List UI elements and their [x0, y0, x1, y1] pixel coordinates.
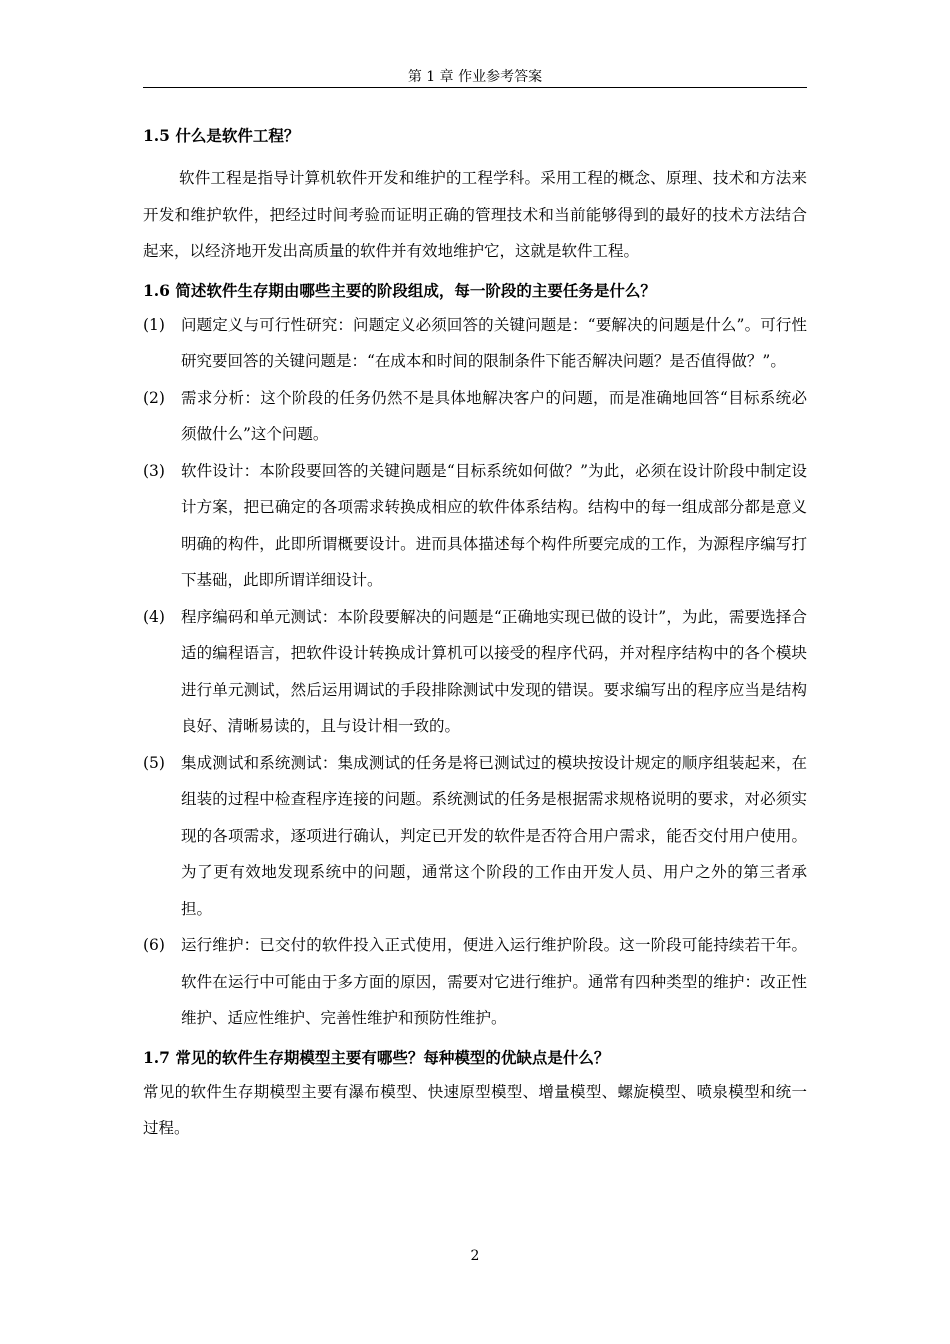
- list-item: [143, 745, 807, 928]
- section-1-7: [143, 1047, 807, 1147]
- page-header: 第 1 章 作业参考答案: [407, 69, 543, 85]
- list-item-text: 程序编码和单元测试：本阶段要解决的问题是“正确地实现已做的设计”，为此，需要选择合适的编程语言，把软件设计转换成计算机可以接受的程序代码，并对程序结构中的各个模块进行单元测试，然后运用调试的手段排除测试中发现的错误。要求编写出的程序应当是结构良好、清晰易读的，且与设计相一致的。: [181, 607, 807, 735]
- header-divider: [143, 87, 807, 88]
- list-item-text: 集成测试和系统测试：集成测试的任务是将已测试过的模块按设计规定的顺序组装起来，在组装的过程中检查程序连接的问题。系统测试的任务是根据需求规格说明的要求，对必须实现的各项需求，逐项进行确认，判定已开发的软件是否符合用户需求，能否交付用户使用。为了更有效地发现系统中的问题，通常这个阶段的工作由开发人员、用户之外的第三者承担。: [181, 753, 807, 918]
- section-1-5: [143, 125, 807, 270]
- list-item: [143, 927, 807, 1037]
- list-item-text: 需求分析：这个阶段的任务仍然不是具体地解决客户的问题，而是准确地回答“目标系统必须做什么”这个问题。: [181, 388, 807, 443]
- section-heading: 1.6 简述软件生存期由哪些主要的阶段组成，每一阶段的主要任务是什么？: [143, 280, 656, 300]
- list-item-number: (6): [143, 936, 165, 954]
- section-heading: 1.7 常见的软件生存期模型主要有哪些？每种模型的优缺点是什么？: [143, 1047, 610, 1067]
- section-paragraph: 常见的软件生存期模型主要有瀑布模型、快速原型模型、增量模型、螺旋模型、喷泉模型和统一过程。: [143, 1082, 807, 1137]
- list-item-number: (4): [143, 607, 165, 626]
- list-item-text: 问题定义与可行性研究：问题定义必须回答的关键问题是：“要解决的问题是什么”。可行性研究要回答的关键问题是：“在成本和时间的限制条件下能否解决问题？是否值得做？”。: [181, 315, 807, 370]
- list-item-number: (2): [143, 388, 165, 407]
- list-item: [143, 599, 807, 745]
- list-item-number: (1): [143, 315, 165, 334]
- list-item: [143, 380, 807, 453]
- section-heading: 1.5 什么是软件工程？: [143, 126, 300, 145]
- page-number: 2: [470, 1248, 480, 1264]
- list-item: [143, 307, 807, 380]
- list-item-number: (5): [143, 753, 165, 772]
- section-paragraph: 软件工程是指导计算机软件开发和维护的工程学科。采用工程的概念、原理、技术和方法来开发和维护软件，把经过时间考验而证明正确的管理技术和当前能够得到的最好的技术方法结合起来，以经济地开发出高质量的软件并有效地维护它，这就是软件工程。: [143, 169, 807, 260]
- list-item: [143, 453, 807, 599]
- list-item-text: 软件设计：本阶段要回答的关键问题是“目标系统如何做？”为此，必须在设计阶段中制定设计方案，把已确定的各项需求转换成相应的软件体系结构。结构中的每一组成部分都是意义明确的构件，此即所谓概要设计。进而具体描述每个构件所要完成的工作，为源程序编写打下基础，此即所谓详细设计。: [181, 461, 807, 589]
- page-content: [143, 125, 807, 1147]
- list-item-number: (3): [143, 461, 165, 480]
- section-1-6: [143, 280, 807, 1037]
- list-item-text: 运行维护：已交付的软件投入正式使用，便进入运行维护阶段。这一阶段可能持续若干年。软件在运行中可能由于多方面的原因，需要对它进行维护。通常有四种类型的维护：改正性维护、适应性维护、完善性维护和预防性维护。: [181, 936, 807, 1027]
- phase-list: [143, 307, 807, 1037]
